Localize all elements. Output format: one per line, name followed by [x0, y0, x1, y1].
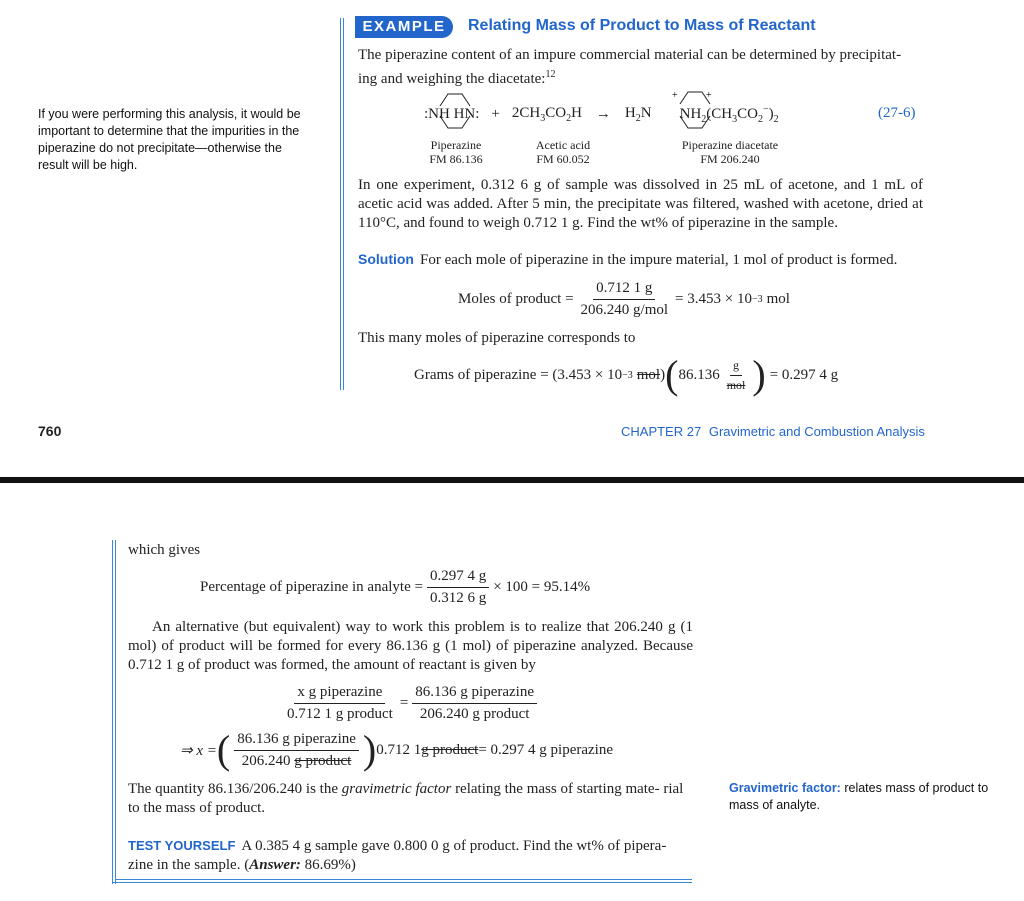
- label-piperazine-name: Piperazine: [430, 138, 482, 152]
- example-rule-right: [343, 18, 344, 390]
- example-rule-left-2: [112, 540, 113, 884]
- ratio-left-numerator: x g piperazine: [294, 684, 385, 704]
- grams-exponent: −3: [622, 369, 633, 381]
- plus-sign: +: [491, 106, 500, 122]
- margin-note: If you were performing this analysis, it would be important to determine that the impurities in the piperazine do not precipitate—otherwise the result will be high.: [38, 107, 301, 172]
- svg-text:+: +: [672, 90, 678, 101]
- grams-molar-mass: 86.136: [678, 366, 720, 383]
- x-rhs: = 0.297 4 g piperazine: [478, 741, 613, 758]
- label-piperazine: [416, 138, 496, 166]
- moles-fraction: [578, 280, 672, 319]
- gravimetric-paragraph: The quantity 86.136/206.240 is the gravimetric factor relating the mass of starting mate- rial to the mass of product.: [128, 781, 684, 816]
- x-numerator: 86.136 g piperazine: [234, 731, 359, 751]
- grams-denominator: mol: [726, 377, 746, 392]
- label-diacetate: [670, 138, 790, 166]
- equation-number: (27-6): [878, 105, 916, 121]
- test-yourself-label: TEST YOURSELF: [128, 838, 236, 853]
- percent-fraction: [427, 568, 489, 607]
- x-fraction: [234, 731, 359, 770]
- answer-label: Answer:: [249, 857, 301, 873]
- grams-lhs: Grams of piperazine = (3.453 × 10: [414, 366, 623, 383]
- percent-lhs: Percentage of piperazine in analyte =: [200, 579, 423, 595]
- side-definition-text: relates mass of product to mass of analyte.: [729, 781, 989, 812]
- ratio-equation: [280, 684, 541, 723]
- alternative-paragraph: An alternative (but equivalent) way to work this problem is to realize that 206.240 g (1 mol) of product will be formed for every 86.136 g (1 mol) of piperazine analyzed. Because 0.712 1 g of product was formed, the amount of reactant is given by: [128, 619, 693, 673]
- label-piperazine-fm: FM 86.136: [429, 152, 483, 166]
- product-right: $NH_2(CH_3CO_2^-)_2$: [679, 104, 779, 125]
- x-lhs: ⇒ x =: [180, 742, 217, 759]
- intro-paragraph: [358, 46, 923, 89]
- label-acetic-acid: [523, 138, 603, 166]
- answer-value: 86.69%): [300, 857, 356, 873]
- label-diacetate-name: Piperazine diacetate: [681, 138, 779, 152]
- test-yourself: [128, 836, 693, 875]
- percent-rhs: × 100 = 95.14%: [493, 579, 591, 595]
- svg-text:+: +: [706, 90, 712, 101]
- ratio-right-numerator: 86.136 g piperazine: [412, 684, 537, 704]
- solution-line: [358, 250, 928, 270]
- intro-line-1: The piperazine content of an impure commercial material can be determined by precipitat-: [358, 47, 902, 63]
- grams-rhs: = 0.297 4 g: [769, 366, 839, 383]
- example-title: Relating Mass of Product to Mass of Reactant: [468, 17, 816, 34]
- experiment-paragraph: In one experiment, 0.312 6 g of sample was dissolved in 25 mL of acetone, and 1 mL of acetic acid was added. After 5 min, the precipitate was filtered, washed with acetone, dried at 110°C, and found to weigh 0.712 1 g. Find the wt% of piperazine in the sample.: [358, 177, 923, 231]
- ratio-equals: =: [399, 695, 409, 711]
- x-product-cancel: g product: [421, 741, 479, 758]
- moles-unit: mol: [766, 291, 790, 307]
- example-tag: EXAMPLE: [355, 16, 453, 38]
- moles-text: This many moles of piperazine corresponds to: [358, 330, 636, 346]
- percent-denominator: 0.312 6 g: [429, 590, 487, 606]
- x-equation: ⇒ x = ( $\frac{\text{86.136 g piperazine}}{\text{206.240 g product}}$ ) 0.712 1 g product = 0.297 4 g piperazine: [180, 727, 613, 772]
- chapter-title: Gravimetric and Combustion Analysis: [708, 424, 925, 439]
- example-end-bar-2: [115, 879, 692, 880]
- example-rule-right-2: [115, 540, 116, 884]
- moles-rhs: = 3.453 × 10: [675, 291, 752, 307]
- product-left: $H_2N$: [624, 105, 652, 124]
- ratio-left-denominator: 0.712 1 g product: [287, 706, 393, 722]
- moles-exponent: −3: [751, 294, 763, 305]
- chapter-label: CHAPTER 27: [621, 424, 702, 439]
- label-diacetate-fm: FM 206.240: [700, 152, 760, 166]
- page-divider: [0, 477, 1024, 483]
- intro-line-2: ing and weighing the diacetate:$^{12}$: [358, 69, 556, 87]
- grams-mol-cancel: mol: [636, 366, 661, 383]
- solution-text: For each mole of piperazine in the impure material, 1 mol of product is formed.: [420, 252, 898, 268]
- test-yourself-text: A 0.385 4 g sample gave 0.800 0 g of product. Find the wt% of pipera- zine in the sample. (: [128, 838, 667, 873]
- x-denominator: 206.240 g product: [241, 752, 352, 769]
- ratio-right-denominator: 206.240 g product: [419, 706, 530, 722]
- reactant-piperazine: :NH HN:: [424, 106, 480, 122]
- moles-equation: [458, 280, 790, 319]
- label-acetic-acid-name: Acetic acid: [535, 138, 591, 152]
- grams-numerator: g: [730, 358, 742, 376]
- side-definition: [729, 780, 1004, 814]
- percent-equation: [200, 568, 590, 607]
- grams-fraction: [724, 358, 749, 393]
- example-rule-left: [340, 18, 341, 390]
- ratio-left: [284, 684, 396, 723]
- example-end-bar: [112, 882, 692, 883]
- ratio-right: [412, 684, 537, 723]
- label-acetic-acid-fm: FM 60.052: [536, 152, 590, 166]
- reactant-acetic-acid: $2CH_3CO_2H$: [511, 105, 582, 124]
- solution-label: Solution: [358, 251, 414, 267]
- which-gives: which gives: [128, 542, 201, 558]
- grams-equation: Grams of piperazine = (3.453 × 10 −3 mol ) ( 86.136 $\frac{g}{\text{mol}}$ ) = 0.297 4 g: [414, 352, 839, 397]
- running-footer: [621, 424, 925, 439]
- x-product-mass: 0.712 1: [376, 741, 422, 758]
- gravimetric-term: gravimetric factor: [341, 781, 452, 797]
- side-term: Gravimetric factor:: [729, 781, 841, 795]
- moles-lhs: Moles of product =: [458, 291, 574, 307]
- footnote-ref[interactable]: 12: [545, 69, 556, 80]
- percent-numerator: 0.297 4 g: [427, 568, 489, 588]
- moles-denominator: 206.240 g/mol: [580, 302, 669, 318]
- moles-numerator: 0.712 1 g: [593, 280, 655, 300]
- page-number: 760: [38, 423, 62, 439]
- piperazine-ring-product: [668, 86, 728, 137]
- reaction-arrow: →: [595, 106, 611, 122]
